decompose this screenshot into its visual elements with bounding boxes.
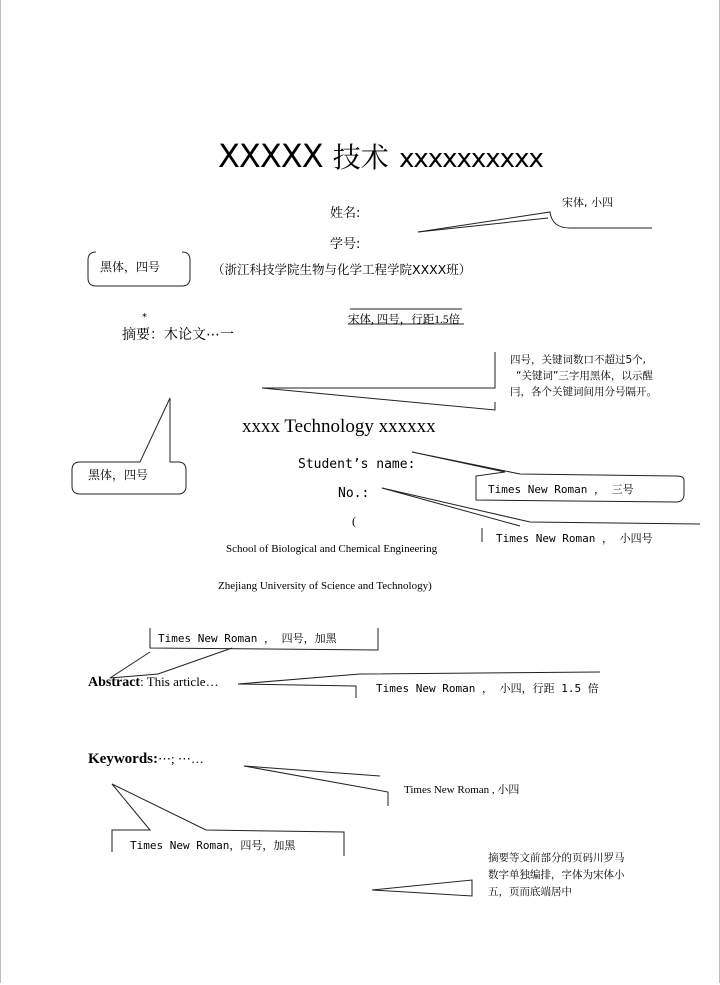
page-number-rule-line: 摘要等文前部分的页码川罗马 — [488, 852, 625, 864]
keyword-rule-line: “关键词”三字用黑体，以示醒 — [516, 370, 653, 382]
note-tnr-xiaosi-1: Times New Roman ， 小四号 — [496, 532, 653, 545]
keyword-rule-line: 冃，各个关键词间用分号隔开。 — [510, 386, 657, 398]
title-part1: XXXXX — [218, 137, 323, 175]
page-number-rule-line: 数字单独编排，字体为宋体小 — [488, 869, 625, 881]
callout-page-number — [372, 880, 472, 896]
note-tnr-xiaosi-2: Times New Roman , 小四 — [404, 784, 520, 796]
note-tnr-sanhao: Times New Roman ， 三号 — [488, 483, 634, 496]
note-heiti-sihao-2: 黑体，四号 — [88, 468, 149, 482]
en-abstract-label: Abstract — [88, 675, 141, 690]
keyword-rule-line: 四号，关键词数口不超过5个, — [510, 354, 647, 366]
callout-tnr-xiaosi-2 — [244, 766, 388, 806]
en-name-label: Student’s name: — [298, 457, 416, 472]
note-tnr-xiaosi-spacing: Times New Roman ， 小四，行距 1.5 倍 — [376, 682, 599, 695]
en-paren: ( — [352, 514, 356, 528]
note-songti-xiaosi: 宋体, 小四 — [562, 196, 613, 209]
en-title: xxxx Technology xxxxxx — [242, 416, 436, 437]
cn-abstract — [122, 324, 234, 344]
en-school: School of Biological and Chemical Engineering — [226, 543, 438, 555]
cn-abstract-label: 摘要： — [122, 327, 164, 343]
keywords-label: Keywords: — [88, 751, 158, 767]
en-no-label: No.: — [338, 486, 370, 501]
cn-id-label: 学号: — [330, 237, 361, 252]
en-abstract — [88, 674, 219, 691]
en-university: Zhejiang University of Science and Technology) — [218, 580, 432, 592]
callout-songti-xiaosi — [418, 212, 652, 232]
cn-name-label: 姓名: — [330, 206, 361, 221]
note-keyword-rules — [510, 352, 657, 400]
title-part3: xxxxxxxxxx — [398, 144, 543, 174]
en-abstract-text: : This article… — [140, 674, 219, 689]
note-heiti-sihao-1: 黑体，四号 — [100, 260, 161, 274]
note-tnr-sihao-bold-1: Times New Roman ， 四号，加黑 — [158, 632, 337, 645]
note-page-number-rules — [488, 850, 625, 901]
cn-abstract-mark: * — [142, 312, 147, 323]
page-number-rule-line: 五，页而底端居中 — [488, 886, 572, 898]
keywords-text: ⋯; ⋯… — [158, 751, 204, 766]
cn-abstract-text: 木论文⋯一 — [164, 327, 234, 343]
cn-affiliation: （浙江科技学院生物与化学工程学院XXXX班） — [212, 262, 472, 277]
title-part2: 技术 — [332, 141, 389, 174]
callout-keyword-rules — [262, 352, 495, 388]
note-songti-sihao-spacing: 宋体, 四号，行距1.5倍 — [348, 314, 461, 326]
note-tnr-sihao-bold-2: Times New Roman，四号，加黑 — [130, 839, 296, 852]
keywords — [88, 751, 204, 768]
page-title — [218, 136, 543, 179]
